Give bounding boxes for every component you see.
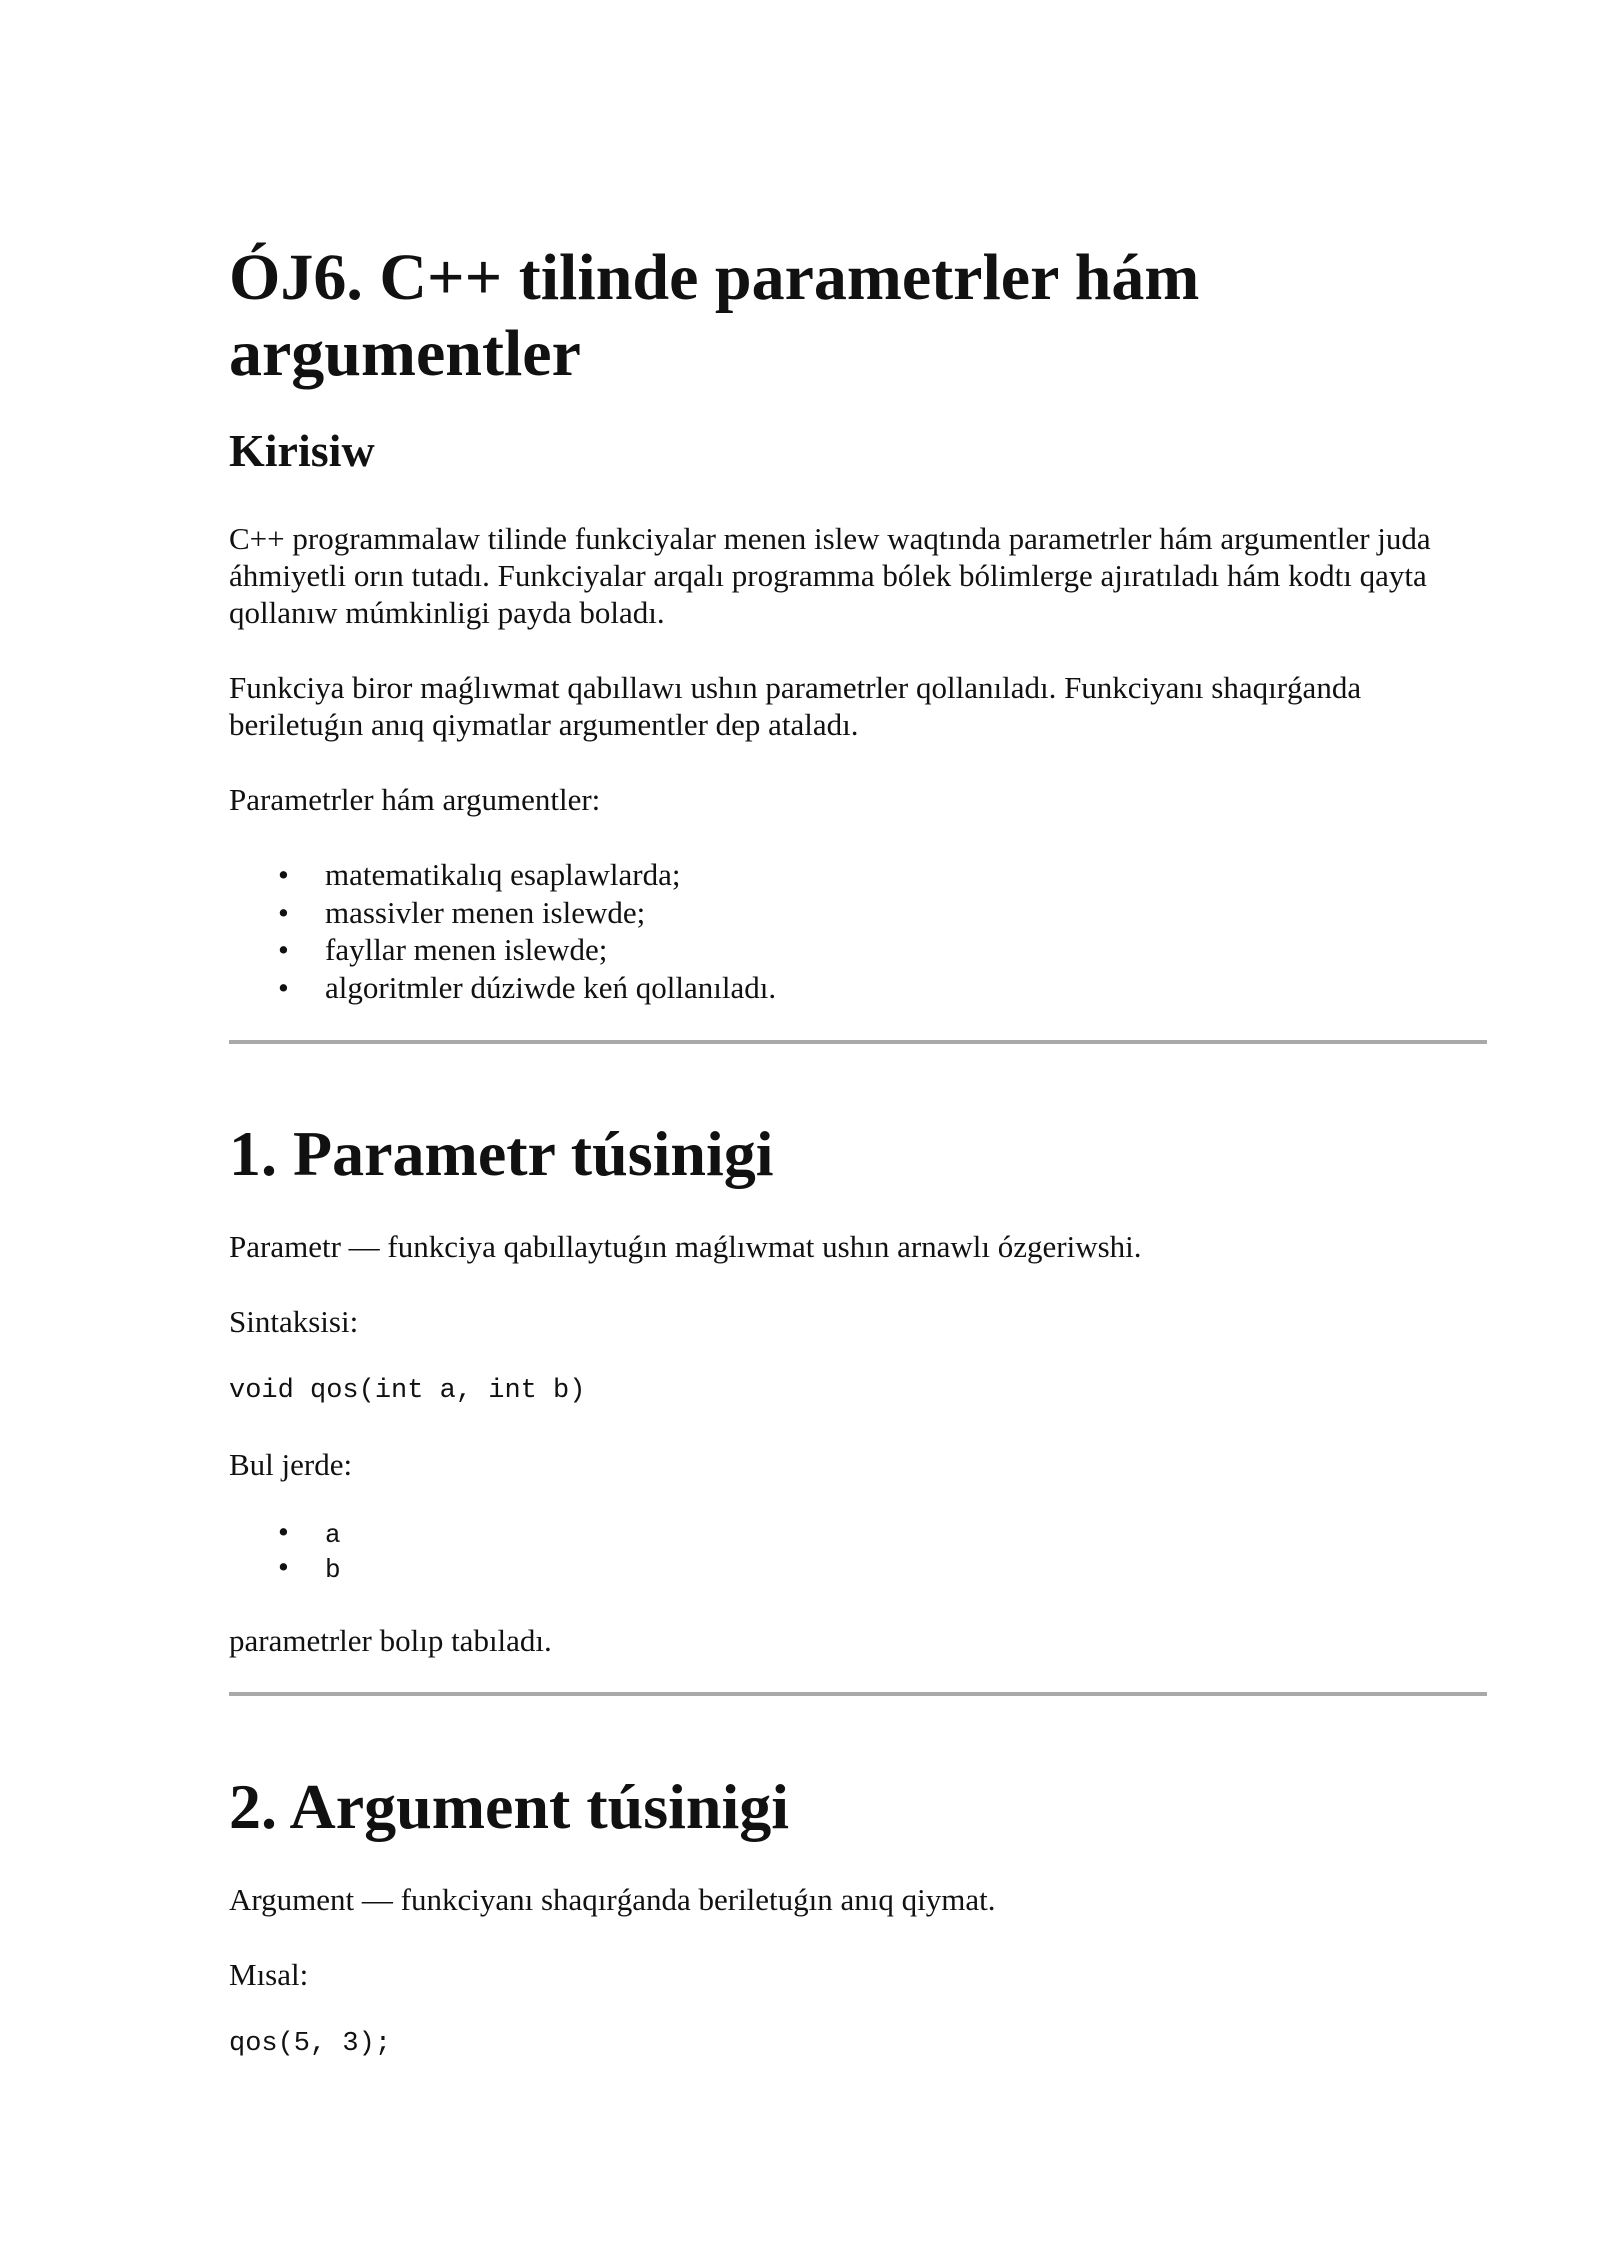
section-1-conclusion: parametrler bolıp tabıladı. bbox=[229, 1623, 552, 1658]
intro-heading: Kirisiw bbox=[229, 425, 375, 476]
bullet-icon: • bbox=[278, 857, 289, 892]
bullet-icon: • bbox=[278, 932, 289, 967]
section-2-heading: 2. Argument túsinigi bbox=[229, 1771, 790, 1842]
list-item: • b bbox=[278, 1549, 341, 1585]
list-item: • massivler menen islewde; bbox=[278, 894, 646, 930]
section-1-definition: Parametr — funkciya qabıllaytuǵın maǵlıwmat ushın arnawlı ózgeriwshi. bbox=[229, 1229, 1142, 1264]
section-divider bbox=[229, 1692, 1487, 1696]
page-title: ÓJ6. C++ tilinde parametrler hám argumentler bbox=[229, 241, 1200, 390]
list-item: • a bbox=[278, 1514, 341, 1550]
bullet-icon: • bbox=[278, 1514, 289, 1549]
section-1-heading: 1. Parametr túsinigi bbox=[229, 1118, 774, 1189]
example-code: qos(5, 3); bbox=[229, 2029, 392, 2059]
syntax-code: void qos(int a, int b) bbox=[229, 1376, 586, 1406]
section-divider bbox=[229, 1040, 1487, 1044]
list-item: • matematikalıq esaplawlarda; bbox=[278, 857, 681, 892]
intro-paragraph-1: C++ programmalaw tilinde funkciyalar menen islew waqtında parametrler hám argumentler juda áhmiyetli orın tutadı. Funkciyalar arqalı programma bólek bólimlerge ajıratıladı hám kodtı qayta qollanıw múmkinligi payda boladı. bbox=[229, 521, 1431, 630]
list-item: • fayllar menen islewde; bbox=[278, 932, 608, 967]
parameter-list bbox=[229, 1516, 341, 1586]
bullet-icon: • bbox=[278, 1549, 289, 1584]
intro-paragraph-3: Parametrler hám argumentler: bbox=[229, 782, 601, 817]
intro-paragraph-2: Funkciya biror maǵlıwmat qabıllawı ushın parametrler qollanıladı. Funkciyanı shaqırǵanda beriletuǵın anıq qiymatlar argumentler dep ataladı. bbox=[229, 670, 1362, 742]
example-label: Mısal: bbox=[229, 1957, 309, 1992]
syntax-label: Sintaksisi: bbox=[229, 1304, 359, 1339]
section-2-definition: Argument — funkciyanı shaqırǵanda beriletuǵın anıq qiymat. bbox=[229, 1882, 996, 1917]
bullet-icon: • bbox=[278, 894, 289, 930]
here-label: Bul jerde: bbox=[229, 1447, 353, 1482]
bullet-icon: • bbox=[278, 969, 289, 1005]
list-item: • algoritmler dúziwde keń qollanıladı. bbox=[278, 969, 777, 1005]
intro-bullet-list bbox=[229, 856, 776, 1006]
